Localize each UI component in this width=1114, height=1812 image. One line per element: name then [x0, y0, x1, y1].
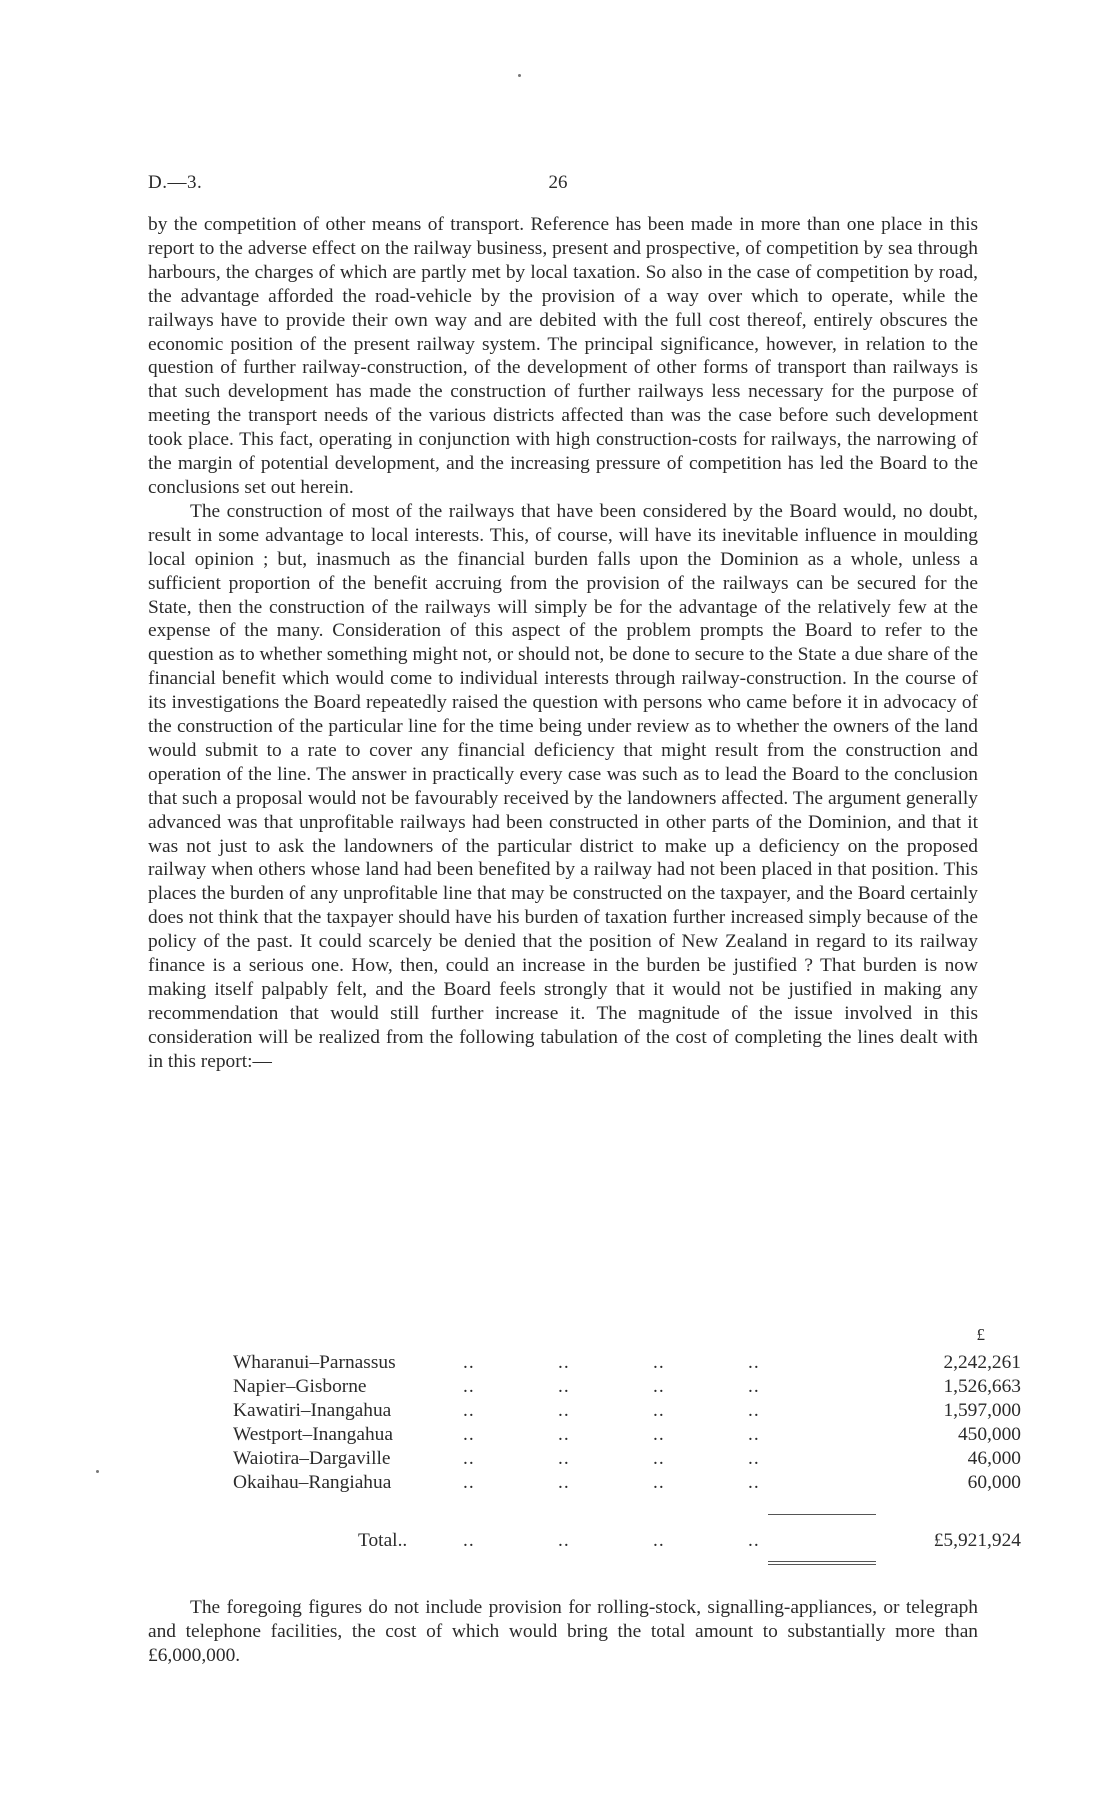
leader-dots: .. [653, 1448, 665, 1469]
paper-speck [518, 74, 521, 77]
line-amount: 1,526,663 [943, 1376, 1021, 1397]
total-amount: £5,921,924 [933, 1530, 1021, 1551]
total-label: Total.. [358, 1530, 408, 1551]
leader-dots: .. [748, 1424, 760, 1445]
leader-dots: .. [558, 1424, 570, 1445]
line-name: Kawatiri–Inangahua [233, 1400, 392, 1421]
closing-text [148, 1596, 978, 1668]
leader-dots: .. [463, 1472, 475, 1493]
line-amount: 2,242,261 [943, 1352, 1021, 1373]
leader-dots: .. [653, 1424, 665, 1445]
leader-dots: .. [748, 1530, 760, 1551]
line-name: Wharanui–Parnassus [233, 1352, 396, 1373]
leader-dots: .. [558, 1472, 570, 1493]
line-amount: 450,000 [957, 1424, 1021, 1445]
table-row [148, 1448, 1021, 1472]
line-name: Okaihau–Rangiahua [233, 1472, 392, 1493]
line-amount: 46,000 [967, 1448, 1021, 1469]
line-amount: 60,000 [967, 1472, 1021, 1493]
leader-dots: .. [558, 1530, 570, 1551]
document-reference: D.—3. [148, 172, 203, 193]
leader-dots: .. [653, 1472, 665, 1493]
table-row [148, 1472, 1021, 1496]
table-row [148, 1424, 1021, 1448]
body-text [148, 213, 978, 1074]
leader-dots: .. [748, 1352, 760, 1373]
closing-paragraph: The foregoing figures do not include provision for rolling-stock, signalling-appliances, or telegraph and telephone facilities, the cost of which would bring the total amount to substantially more than £6,000,000. [148, 1597, 978, 1666]
leader-dots: .. [463, 1376, 475, 1397]
page-number: 26 [548, 172, 568, 193]
line-name: Westport–Inangahua [233, 1424, 393, 1445]
leader-dots: .. [653, 1530, 665, 1551]
leader-dots: .. [558, 1448, 570, 1469]
table-total-row [148, 1530, 1021, 1554]
leader-dots: .. [463, 1400, 475, 1421]
paper-speck [96, 1470, 99, 1473]
leader-dots: .. [558, 1400, 570, 1421]
paragraph-2: The construction of most of the railways that have been considered by the Board would, no doubt, result in some advantage to local interests. This, of course, will have its inevitable influence in moulding local opinion ; but, inasmuch as the financial burden falls upon the Dominion as a whole, unless a sufficient proportion of the benefit accruing from the provision of the railways can be secured for the State, then the construction of the railways will simply be for the advantage of the relatively few at the expense of the many. Consideration of this aspect of the problem prompts the Board to refer to the question as to whether something might not, or should not, be done to secure to the State a due share of the financial benefit which would come to individual interests through railway-construction. In the course of its investigations the Board repeatedly raised the question with persons who came before it in advocacy of the construction of the particular line for the time being under review as to whether the owners of the land would submit to a rate to cover any financial deficiency that might result from the construction and operation of the line. The answer in practically every case was such as to lead the Board to the conclusion that such a proposal would not be favourably received by the landowners affected. The argument generally advanced was that unprofitable railways had been constructed in other parts of the Dominion, and that it was not just to ask the landowners of the particular district to make up a deficiency on the proposed railway when others whose land had been benefited by a railway had not been placed in that position. This places the burden of any unprofitable line that may be constructed on the taxpayer, and the Board certainly does not think that the taxpayer should have his burden of taxation further increased simply because of the policy of the past. It could scarcely be denied that the position of New Zealand in regard to its railway finance is a serious one. How, then, could an increase in the burden be justified ? That burden is now making itself palpably felt, and the Board feels strongly that it would not be justified in making any recommendation that would still further increase it. The magnitude of the issue involved in this consideration will be realized from the following tabulation of the cost of completing the lines dealt with in this report:— [148, 500, 978, 1072]
leader-dots: .. [748, 1400, 760, 1421]
leader-dots: .. [558, 1352, 570, 1373]
leader-dots: .. [463, 1352, 475, 1373]
leader-dots: .. [463, 1424, 475, 1445]
table-row [148, 1400, 1021, 1424]
leader-dots: .. [463, 1530, 475, 1551]
table-row [148, 1352, 1021, 1376]
currency-symbol: £ [976, 1325, 985, 1344]
sum-rule [768, 1514, 876, 1515]
total-double-rule-upper [768, 1561, 876, 1562]
leader-dots: .. [558, 1376, 570, 1397]
line-name: Napier–Gisborne [233, 1376, 367, 1397]
leader-dots: .. [463, 1448, 475, 1469]
leader-dots: .. [748, 1448, 760, 1469]
leader-dots: .. [748, 1472, 760, 1493]
total-double-rule-lower [768, 1564, 876, 1565]
line-amount: 1,597,000 [943, 1400, 1021, 1421]
leader-dots: .. [653, 1400, 665, 1421]
line-name: Waiotira–Dargaville [233, 1448, 391, 1469]
leader-dots: .. [653, 1352, 665, 1373]
table-row [148, 1376, 1021, 1400]
paragraph-1: by the competition of other means of transport. Reference has been made in more than one place in this report to the adverse effect on the railway business, present and prospective, of competition by sea through harbours, the charges of which are partly met by local taxation. So also in the case of competition by road, the advantage afforded the road-vehicle by the provision of a way over which to operate, while the railways have to provide their own way and are debited with the full cost thereof, entirely obscures the economic position of the present railway system. The principal significance, however, in relation to the question of further railway-construction, of the development of other forms of transport than railways is that such development has made the construction of further railways less necessary for the purpose of meeting the transport needs of the various districts affected than was the case before such development took place. This fact, operating in conjunction with high construction-costs for railways, the narrowing of the margin of potential development, and the increasing pressure of competition has led the Board to the conclusions set out herein. [148, 214, 978, 498]
leader-dots: .. [748, 1376, 760, 1397]
leader-dots: .. [653, 1376, 665, 1397]
